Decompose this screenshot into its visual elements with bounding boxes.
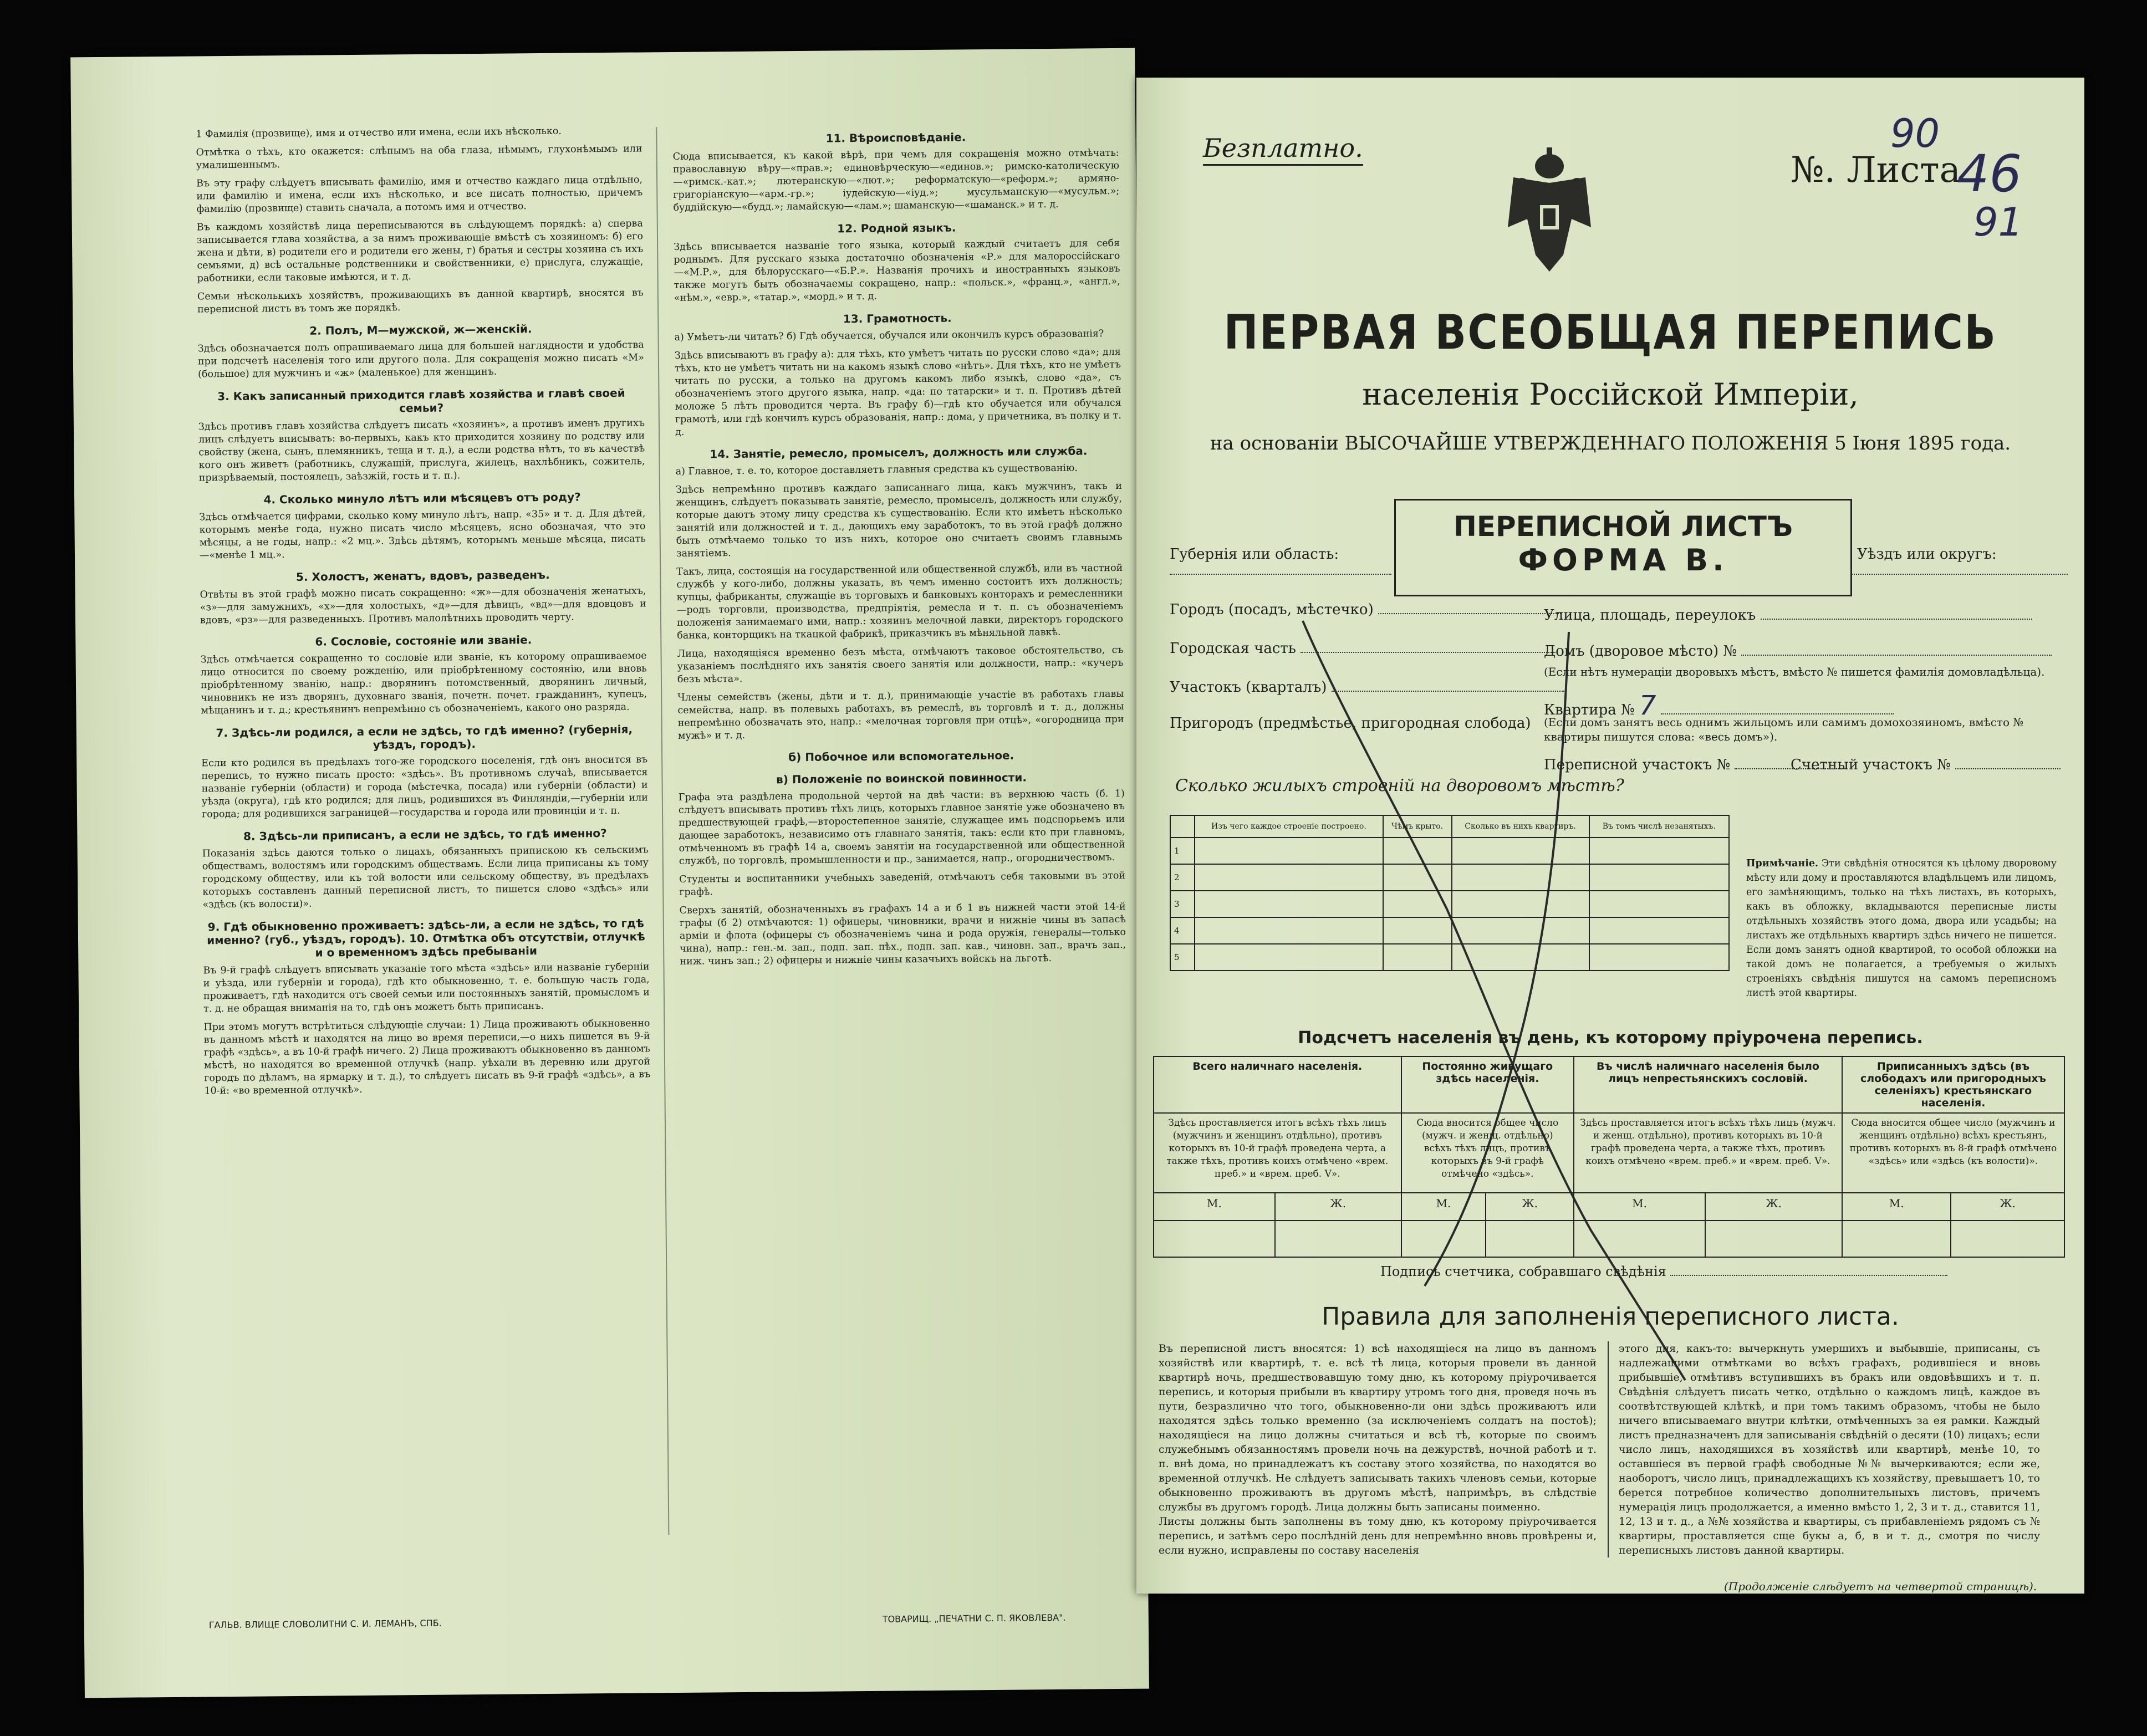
left-text-column — [196, 124, 654, 1553]
table-cell[interactable] — [1589, 891, 1729, 917]
free-label: Безплатно. — [1203, 133, 1363, 166]
row-number: 1 — [1170, 838, 1195, 864]
paragraph: Въ 9-й графѣ слѣдуетъ вписывать указаніе того мѣста «здѣсь» или названіе губерніи и уѣзда, или губерніи и города), гдѣ кто обыкновенно, т. е. большую часть года, проживаетъ, гдѣ находится отъ своей семьи или постоянныхъ занятій, промысломъ и т. д. не обращая вниманія на то, гдѣ онъ можетъ быть приписанъ. — [203, 961, 650, 1015]
section-heading: 8. Здѣсь-ли приписанъ, а если не здѣсь, то гдѣ именно? — [243, 826, 607, 843]
city-field[interactable] — [1170, 601, 1569, 618]
paragraph: Здѣсь вписываютъ въ графу а): для тѣхъ, кто умѣетъ читать по русски слово «да»; для тѣхъ, кто не умѣетъ читать ни на какомъ языкѣ слово «нѣтъ». Для тѣхъ, кто не умѣетъ читать по русски, а только на другомъ какомъ либо языкѣ, слово «да», съ обозначеніемъ этого другого языка, напр. «да: по татарски» и т. п. Противъ дѣтей моложе 5 лѣтъ проводится черта. Въ графу б)—гдѣ кто обучается или обучался грамотѣ, или гдѣ кончилъ курсъ образованія, напр.: дома, у причетника, въ полку и т. д. — [674, 346, 1121, 438]
house-label: Домъ (дворовое мѣсто) № — [1544, 643, 1737, 660]
paragraph: Отмѣтка о тѣхъ, кто окажется: слѣпымъ на оба глаза, нѣмымъ, глухонѣмымъ или умалишеннымъ. — [196, 143, 642, 171]
house-field[interactable] — [1544, 643, 2052, 660]
female-label: Ж. — [1275, 1193, 1401, 1221]
table-cell[interactable] — [1589, 838, 1729, 864]
handwritten-number-1: 90 — [1890, 111, 1940, 156]
count-column-description: Здѣсь проставляется итогъ всѣхъ тѣхъ лицъ (мужчинъ и женщинъ отдѣльно), противъ которыхъ въ 10-й графѣ проведена черта, а также тѣхъ, противъ коихъ отмѣчено «врем. преб.» и «врем. преб. V». — [1154, 1113, 1401, 1193]
male-count-cell[interactable] — [1401, 1221, 1486, 1257]
table-cell[interactable] — [1452, 838, 1589, 864]
city-part-label: Городская часть — [1170, 640, 1296, 657]
double-headed-eagle-emblem — [1502, 144, 1597, 283]
paragraph: Здѣсь отмѣчается сокращенно то сословіе или званіе, къ которому опрашиваемое лицо относится по своему рожденію, или пріобрѣтенному состоянію, или вновь пріобрѣтенному званію, напр.: дворянинъ потомственный, дворянинъ личный, чиновникъ не изъ дворянъ, духовнаго званія, почетн. почет. гражданинъ, купецъ, мѣщанинъ и т. д.; крестьянинъ непремѣнно съ обозначеніемъ, какого оно разряда. — [200, 650, 647, 717]
table-cell[interactable] — [1452, 917, 1589, 944]
section-heading: 9. Гдѣ обыкновенно проживаетъ: здѣсь-ли, а если не здѣсь, то гдѣ именно? (губ., уѣздъ, городъ). 10. Отмѣтка объ отсутствіи, отлучкѣ и о временномъ здѣсь пребываніи — [207, 916, 645, 959]
suburb-field[interactable] — [1170, 715, 1569, 732]
paragraph: а) Главное, т. е. то, которое доставляетъ главныя средства къ существованію. — [675, 462, 1078, 477]
counter-signature-field[interactable] — [1380, 1264, 1947, 1279]
count-column-header: Постоянно живущаго здѣсь населенія. — [1401, 1056, 1574, 1113]
section-heading: 2. Полъ, М—мужской, ж—женскій. — [309, 322, 532, 338]
counting-precinct-field[interactable] — [1791, 757, 2061, 773]
dwellings-question: Сколько жилыхъ строеній на дворовомъ мѣстѣ? — [1175, 776, 1624, 795]
table-cell[interactable] — [1589, 917, 1729, 944]
counting-precinct-label: Счетный участокъ № — [1791, 757, 1951, 773]
paragraph: Семьи нѣсколькихъ хозяйствъ, проживающихъ въ данной квартирѣ, вносятся въ переписной листъ въ томъ же порядкѣ. — [197, 287, 644, 315]
table-row — [1170, 864, 1729, 891]
section-heading: б) Побочное или вспомогательное. — [788, 748, 1014, 764]
district-label: Уѣздъ или округъ: — [1857, 546, 1997, 563]
count-column-header: Въ числѣ наличнаго населенія было лицъ непрестьянскихъ сословій. — [1574, 1056, 1842, 1113]
rules-left-column — [1159, 1341, 1597, 1558]
table-cell[interactable] — [1452, 864, 1589, 891]
female-count-cell[interactable] — [1705, 1221, 1842, 1257]
paragraph: Здѣсь вписывается названіе того языка, который каждый считаетъ для себя роднымъ. Для русскаго языка достаточно обозначенія «Р.» для малороссійскаго—«М.Р.», для бѣлорусскаго—«Б.Р.». Названія прочихъ и иностранныхъ языковъ также могутъ быть обозначаемы сокращено, напр.: «польск.», «франц.», «англ.», «нѣм.», «евр.», «татар.», «морд.» и т. д. — [674, 237, 1120, 304]
page-subtitle: населенія Россійской Имперіи, — [1362, 377, 1859, 412]
buildings-column-header: Изъ чего каждое строеніе построено. — [1195, 815, 1383, 838]
signature-label: Подпись счетчика, собравшаго свѣдѣнія — [1380, 1264, 1666, 1279]
table-row — [1170, 917, 1729, 944]
row-number: 3 — [1170, 891, 1195, 917]
male-label: М. — [1401, 1193, 1486, 1221]
district-field[interactable] — [1857, 546, 1997, 563]
male-count-cell[interactable] — [1154, 1221, 1275, 1257]
census-form-page — [1136, 78, 2084, 1594]
paragraph: Сверхъ занятій, обозначенныхъ въ графахъ 14 а и б 1 въ нижней части этой 14-й графы (б 2) отмѣчаются: 1) офицеры, чиновники, врачи и нижніе чины въ запасѣ арміи и флота (офицеры съ обозначеніемъ чина и рода оружія, генералы—только чина), напр.: ген.-м. зап., подп. зап. пѣх., подп. зап. кав., чиновн. зап., врачъ зап., ниж. чинъ зап.; 2) офицеры и нижніе чины казачьихъ войскъ на льготѣ. — [679, 901, 1126, 967]
male-label: М. — [1574, 1193, 1705, 1221]
table-cell[interactable] — [1383, 838, 1452, 864]
paragraph: Показанія здѣсь даются только о лицахъ, обязанныхъ припискою къ сельскимъ обществамъ, волостямъ или городскимъ обществамъ. Если лица приписаны къ тому городскому обществу, или къ той волости или сельскому обществу, въ предѣлахъ которыхъ составленъ данный переписной листъ, то пишется слово «здѣсь» или «здѣсь (къ волости)». — [202, 844, 649, 911]
section-heading: 5. Холостъ, женатъ, вдовъ, разведенъ. — [295, 568, 550, 584]
table-cell[interactable] — [1383, 864, 1452, 891]
precinct-field[interactable] — [1170, 679, 1569, 696]
row-number-header — [1170, 815, 1195, 838]
paragraph: Лица, находящіяся временно безъ мѣста, отмѣчаютъ таковое обстоятельство, съ указаніемъ послѣдняго ихъ занятія своего занятія или должности, напр.: «кучеръ безъ мѣста». — [677, 644, 1124, 685]
table-cell[interactable] — [1383, 944, 1452, 971]
row-number: 5 — [1170, 944, 1195, 971]
form-title-box — [1394, 499, 1852, 596]
paragraph: а) Умѣетъ-ли читать? б) Гдѣ обучается, обучался или окончилъ курсъ образованія? — [674, 328, 1104, 343]
form-title: ПЕРЕПИСНОЙ ЛИСТЪ — [1454, 510, 1793, 543]
buildings-column-header: Въ томъ числѣ незанятыхъ. — [1589, 815, 1729, 838]
apartment-value: 7 — [1639, 690, 1656, 721]
paragraph: Въ эту графу слѣдуетъ вписывать фамилію, имя и отчество каждаго лица отдѣльно, или фамилію и имена, если ихъ нѣсколько, и все писать полностью, причемъ фамилію (прозвище) ставить сначала, а потомъ имя и отчество. — [196, 174, 643, 215]
count-column-description: Сюда вносится общее число (мужчинъ и женщинъ отдѣльно) всѣхъ крестьянъ, противъ которыхъ въ 8-й графѣ отмѣчено «здѣсь» или «здѣсь (къ волости)». — [1842, 1113, 2064, 1193]
street-label: Улица, площадь, переулокъ — [1544, 607, 1756, 624]
female-label: Ж. — [1705, 1193, 1842, 1221]
table-cell[interactable] — [1452, 944, 1589, 971]
rules-continuation: (Продолженіе слѣдуетъ на четвертой страницѣ). — [1724, 1580, 2037, 1593]
table-cell[interactable] — [1195, 864, 1383, 891]
legal-basis: на основаніи ВЫСОЧАЙШЕ УТВЕРЖДЕННАГО ПОЛОЖЕНІЯ 5 Іюня 1895 года. — [1210, 432, 2011, 455]
population-count-title: Подсчетъ населенія въ день, къ которому пріурочена перепись. — [1298, 1028, 1923, 1048]
rules-title: Правила для заполненія переписного листа. — [1322, 1303, 1899, 1331]
table-cell[interactable] — [1589, 944, 1729, 971]
note-label: Примѣчаніе. — [1746, 858, 1819, 869]
paragraph: Отвѣты въ этой графѣ можно писать сокращенно: «ж»—для обозначенія женатыхъ, «з»—для замужнихъ, «х»—для холостыхъ, «д»—для дѣвицъ, «вд»—для вдовцовъ и вдовъ, «рз»—для разведенныхъ. Противъ малолѣтнихъ проводить черту. — [200, 585, 646, 626]
paragraph: Здѣсь непремѣнно противъ каждаго записаннаго лица, какъ мужчинъ, такъ и женщинъ, слѣдуетъ показывать занятіе, ремесло, промыселъ, должность или службу, которые даютъ этому лицу средства къ существованію. Если кто имѣетъ нѣсколько занятій или должностей и т. д., дающихъ ему заработокъ, то въ этой графѣ должно быть отмѣчаемо только то изъ нихъ, которое оно считаетъ своимъ главнымъ занятіемъ. — [675, 480, 1123, 559]
section-heading: 7. Здѣсь-ли родился, а если не здѣсь, то гдѣ именно? (губернія, уѣздъ, городъ). — [216, 722, 633, 752]
table-cell[interactable] — [1195, 891, 1383, 917]
column-divider — [656, 127, 669, 1535]
female-count-cell[interactable] — [1275, 1221, 1401, 1257]
section-heading: 12. Родной языкъ. — [837, 221, 956, 236]
census-precinct-label: Переписной участокъ № — [1544, 757, 1731, 773]
handwritten-number-2: 91 — [1973, 200, 2023, 245]
section-heading: 11. Вѣроисповѣданіе. — [825, 130, 966, 145]
paragraph: Въ каждомъ хозяйствѣ лица переписываются въ слѣдующемъ порядкѣ: а) сперва записывается глава хозяйства, а за нимъ проживающіе вмѣстѣ съ хозяиномъ: б) его жена и дѣти, в) родители его и родители его жены, г) братья и сестры хозяина съ ихъ семьями, д) всѣ остальные родственники и свойственники, е) прислуга, служащіе, работники, если таковые имѣются, и т. д. — [196, 218, 644, 284]
table-row — [1170, 944, 1729, 971]
count-column-header: Всего наличнаго населенія. — [1154, 1056, 1401, 1113]
rules-left-end: Листы должны быть заполнены въ тому дню, къ которому пріурочивается перепись, и затѣмъ серо послѣдній день для непремѣнно вновь провѣрены и, если нужно, исправлены по составу населенія — [1159, 1515, 1597, 1556]
city-part-field[interactable] — [1170, 640, 1569, 657]
form-variant: ФОРМА В. — [1518, 543, 1728, 578]
rules-right-column: этого дня, какъ-то: вычеркнуть умершихъ и выбывшіе, приписаны, съ надлежащими отмѣтками во всѣхъ графахъ, родившіеся и вновь прибывшіе, отмѣтивъ вступившихъ въ бракъ или овдовѣвшихъ и т. п. Свѣдѣнія слѣдуетъ писать четко, отдѣльно о каждомъ лицѣ, каждое въ соотвѣтствующей клѣткѣ, и при томъ такимъ образомъ, чтобы не было ничего вписываемаго внутри клѣтки, отмѣченныхъ за ея рамки. Каждый листъ предназначенъ для записыванія свѣдѣній о десяти (10) лицахъ; если число лицъ, находящихся въ хозяйствѣ или квартирѣ, менѣе 10, то оставшіеся въ первой графѣ свободные №№ вычеркиваются; если же, наоборотъ, число лицъ, принадлежащихъ къ хозяйству, превышаетъ 10, то берется потребное количество дополнительныхъ листовъ, причемъ нумерація лицъ продолжается, а именно вмѣсто 1, 2, 3 и т. д., ставится 11, 12, 13 и т. д., а №№ хозяйства и квартиры, съ прибавленіемъ рядомъ съ № квартиры, проставляется сще букы а, б, в и т. д., смотря по числу переписныхъ листовъ данной квартиры. — [1608, 1341, 2040, 1558]
paragraph: Графа эта раздѣлена продольной чертой на двѣ части: въ верхнюю часть (б. 1) слѣдуетъ вписывать противъ тѣхъ лицъ, которыхъ главное занятіе уже обозначено въ предшествующей графѣ,—второстепенное занятіе, служащее имъ подспорьемъ или дающее заработокъ, независимо отъ главнаго занятія, такъ: если кто при главномъ, отмѣченномъ въ графѣ 14 а, своемъ занятіи на государственной или общественной службѣ, по торговлѣ, промышленности и пр., занимается, напр., огородничествомъ. — [678, 788, 1125, 867]
apartment-note: (Если домъ занятъ весь однимъ жильцомъ или самимъ домохозяиномъ, вмѣсто № квартиры пишутся слова: «весь домъ»). — [1544, 716, 2024, 743]
row-number: 2 — [1170, 864, 1195, 891]
paragraph: Здѣсь отмѣчается цифрами, сколько кому минуло лѣтъ, напр. «35» и т. д. Для дѣтей, которымъ менѣе года, нужно писать число мѣсяцевъ, ясно обозначая, что это мѣсяцы, а не годы, напр.: «2 мц.». Здѣсь дѣтямъ, которымъ меньше мѣсяца, писать—«менѣе 1 мц.». — [199, 508, 646, 561]
city-label: Городъ (посадъ, мѣстечко) — [1170, 601, 1374, 618]
province-label: Губернія или область: — [1170, 546, 1339, 563]
left-page — [70, 48, 1149, 1698]
suburb-label: Пригородъ (предмѣстье, пригородная слобода) — [1170, 715, 1531, 732]
section-heading: в) Положеніе по воинской повинности. — [776, 770, 1027, 787]
table-cell[interactable] — [1195, 917, 1383, 944]
district-line — [1852, 574, 2068, 575]
row-number: 4 — [1170, 917, 1195, 944]
paragraph: При этомъ могутъ встрѣтиться слѣдующіе случаи: 1) Лица проживаютъ обыкновенно въ данномъ мѣстѣ и находятся на лицо во время переписи,—о нихъ пишется въ 9-й графѣ «здѣсь», а въ 10-й графѣ ничего. 2) Лица проживаютъ обыкновенно въ данномъ мѣстѣ, но находятся во временной отлучкѣ (напр. уѣхали въ деревню или другой городъ по дѣламъ, на ярмарку и т. д.), то слѣдуетъ писать въ 9-й графѣ «здѣсь», а въ 10-й: «во временной отлучкѣ». — [203, 1018, 651, 1097]
buildings-note — [1746, 856, 2057, 1000]
buildings-column-header: Чѣмъ крыто. — [1383, 815, 1452, 838]
count-column-description: Сюда вносится общее число (мужч. и женщ. отдѣльно) всѣхъ тѣхъ лицъ, противъ которыхъ въ 9-й графѣ отмѣчено «здѣсь». — [1401, 1113, 1574, 1193]
section-heading: 6. Сословіе, состояніе или званіе. — [315, 633, 532, 649]
female-label: Ж. — [1951, 1193, 2064, 1221]
street-field[interactable] — [1544, 607, 2032, 624]
house-note: (Если нѣтъ нумераціи дворовыхъ мѣстъ, вмѣсто № пишется фамилія домовладѣльца). — [1544, 665, 2045, 678]
male-count-cell[interactable] — [1842, 1221, 1951, 1257]
paragraph: Студенты и воспитанники учебныхъ заведеній, отмѣчаютъ себя таковыми въ этой графѣ. — [679, 870, 1126, 898]
table-cell[interactable] — [1589, 864, 1729, 891]
male-label: М. — [1154, 1193, 1275, 1221]
table-cell[interactable] — [1195, 838, 1383, 864]
paragraph: Члены семействъ (жены, дѣти и т. д.), принимающіе участіе въ работахъ главы семейства, напр. въ полевыхъ работахъ, въ ремеслѣ, въ торговлѣ и т. д., должны непремѣнно обозначать это, напр.: «мелочная торговля при отцѣ», «огородница при мужѣ» и т. д. — [677, 688, 1124, 742]
paragraph: 1 Фамилія (прозвище), имя и отчество или имена, если ихъ нѣсколько. — [196, 125, 562, 140]
precinct-label: Участокъ (кварталъ) — [1170, 679, 1327, 696]
province-field[interactable] — [1170, 546, 1339, 563]
handwritten-sheet-number: 46 — [1957, 144, 2022, 203]
section-heading: 13. Грамотность. — [843, 311, 952, 326]
sheet-number-label: №. Листа — [1791, 150, 1961, 191]
female-count-cell[interactable] — [1951, 1221, 2064, 1257]
population-count-table — [1153, 1056, 2065, 1258]
count-column-description: Здѣсь проставляется итогъ всѣхъ тѣхъ лицъ (мужч. и женщ. отдѣльно), противъ которыхъ въ 10-й графѣ проведена черта, а также тѣхъ, противъ коихъ отмѣчено «врем. преб.» и «врем. преб. V». — [1574, 1113, 1842, 1193]
table-row — [1170, 891, 1729, 917]
paragraph: Сюда вписывается, къ какой вѣрѣ, при чемъ для сокращенія можно отмѣчать: православную вѣру—«прав.»; единовѣрческую—«единов.»; римско-католическую—«римск.-кат.»; лютеранскую—«лют.»; реформатскую—«реформ.»; армяно-григоріанскую—«арм.-гр.»; іудейскую—«іуд.»; мусульманскую—«мусульм.»; буддійскую—«будд.»; ламайскую—«лам.»; шаманскую—«шаманск.» и т. д. — [672, 147, 1120, 213]
printer-imprint-right: ТОВАРИЩ. „ПЕЧАТНИ С. П. ЯКОВЛЕВА". — [882, 1612, 1066, 1625]
paragraph: Если кто родился въ предѣлахъ того-же городского поселенія, гдѣ онъ вносится въ перепись, то нужно писать просто: «здѣсь». Въ противномъ случаѣ, вписывается названіе губерніи (области) и города (мѣстечка, посада) или губерніи (области) и уѣзда (округа), гдѣ кто родился; для лицъ, родившихся въ Финляндіи,—губерніи или города; для родившихся заграницей—государства и города или провинціи и т. п. — [201, 754, 648, 820]
count-column-header: Приписанныхъ здѣсь (въ слободахъ или пригородныхъ селеніяхъ) крестьянскаго населенія. — [1842, 1056, 2064, 1113]
paragraph: Здѣсь обозначается полъ опрашиваемаго лица для большей наглядности и удобства при подсчетѣ населенія того или другого пола. Для сокращенія можно писать «М» (большое) для мужчинъ и «ж» (маленькое) для женщинъ. — [197, 339, 644, 380]
male-count-cell[interactable] — [1574, 1221, 1705, 1257]
table-row — [1170, 838, 1729, 864]
note-text: Эти свѣдѣнія относятся къ цѣлому дворовому мѣсту или дому и проставляются владѣльцемъ или лицомъ, его замѣняющимъ, только на тѣхъ листахъ, въ которыхъ, какъ въ обложку, вкладываются переписные листы отдѣльныхъ хозяйствъ этого дома, двора или усадьбы; на листахъ же отдѣльныхъ квартиръ здѣсь ничего не пишется. Если домъ занятъ одной квартирой, то особой обложки на такой домъ не полагается, а требуемыя о жилыхъ строеніяхъ свѣдѣнія пишутся на самомъ переписномъ листѣ этой квартиры. — [1746, 858, 2057, 999]
section-heading: 3. Какъ записанный приходится главѣ хозяйства и главѣ своей семьи? — [217, 386, 625, 415]
table-cell[interactable] — [1452, 891, 1589, 917]
table-cell[interactable] — [1383, 917, 1452, 944]
paragraph: Такъ, лица, состоящія на государственной или общественной службѣ, или въ частной службѣ у кого-либо, должны указать, въ чемъ именно состоитъ ихъ должность; купцы, фабриканты, служащіе въ торговыхъ и банковыхъ конторахъ и ремесленники—родъ торговли, производства, предпріятія, ремесла и т. п. съ обозначеніемъ положенія занимаемаго ими, напр.: хозяинъ мелочной лавки, директоръ городского банка, конторщикъ на ткацкой фабрикѣ, приказчикъ въ мѣняльной лавкѣ. — [676, 562, 1124, 641]
female-count-cell[interactable] — [1486, 1221, 1574, 1257]
table-cell[interactable] — [1195, 944, 1383, 971]
province-line — [1170, 574, 1391, 575]
section-heading: 4. Сколько минуло лѣтъ или мѣсяцевъ отъ роду? — [263, 490, 581, 507]
apartment-label: Квартира № — [1544, 702, 1635, 718]
rules-left-text: Въ переписной листъ вносятся: 1) всѣ находящіеся на лицо въ данномъ хозяйствѣ или квартирѣ, т. е. всѣ тѣ лица, которыя провели въ данной квартирѣ ночь, предшествовавшую тому дню, къ которому пріурочивается перепись, и которыя прибыли въ квартиру утромъ того дня, проведя ночь въ пути, безразлично что того, обыкновенно-ли они здѣсь проживаютъ или находятся здѣсь только временно (за исключеніемъ солдатъ на постоѣ); находящіеся на лицо должны считаться и всѣ тѣ, которые по своимъ служебнымъ обязанностямъ провели ночь на дежурствѣ, ночной работѣ и т. п. внѣ дома, но принадлежатъ къ составу этого хозяйства, по находятся во временной отлучкѣ. Не слѣдуетъ записывать такихъ членовъ семьи, которые обыкновенно проживаютъ въ другомъ мѣстѣ, напримѣръ, въ слѣдствіе службы въ другомъ городѣ. Лица должны быть записаны поименно. — [1159, 1342, 1597, 1513]
right-text-column — [672, 120, 1131, 1549]
buildings-column-header: Сколько въ нихъ квартиръ. — [1452, 815, 1589, 838]
paragraph: Здѣсь противъ главъ хозяйства слѣдуетъ писать «хозяинъ», а противъ именъ другихъ лицъ слѣдуетъ вписывать: во-первыхъ, какъ кто приходится хозяину по родству или свойству (жена, сынъ, племянникъ, теща и т. д.), а если родства нѣтъ, то въ качествѣ кого онъ живетъ (работникъ, служащій, прислуга, жилецъ, нахлѣбникъ, сожитель, призрѣваемый, постоялецъ, заѣзжій, гость и т. п.). — [198, 417, 645, 484]
buildings-table — [1170, 815, 1730, 971]
page-title: ПЕРВАЯ ВСЕОБЩАЯ ПЕРЕПИСЬ — [1223, 305, 1997, 360]
female-label: Ж. — [1486, 1193, 1574, 1221]
section-heading: 14. Занятіе, ремесло, промыселъ, должность или служба. — [710, 444, 1088, 461]
table-cell[interactable] — [1383, 891, 1452, 917]
male-label: М. — [1842, 1193, 1951, 1221]
printer-imprint-left: ГАЛЬВ. ВЛИЩЕ СЛОВОЛИТНИ С. И. ЛЕМАНЪ, СПБ. — [208, 1617, 442, 1631]
